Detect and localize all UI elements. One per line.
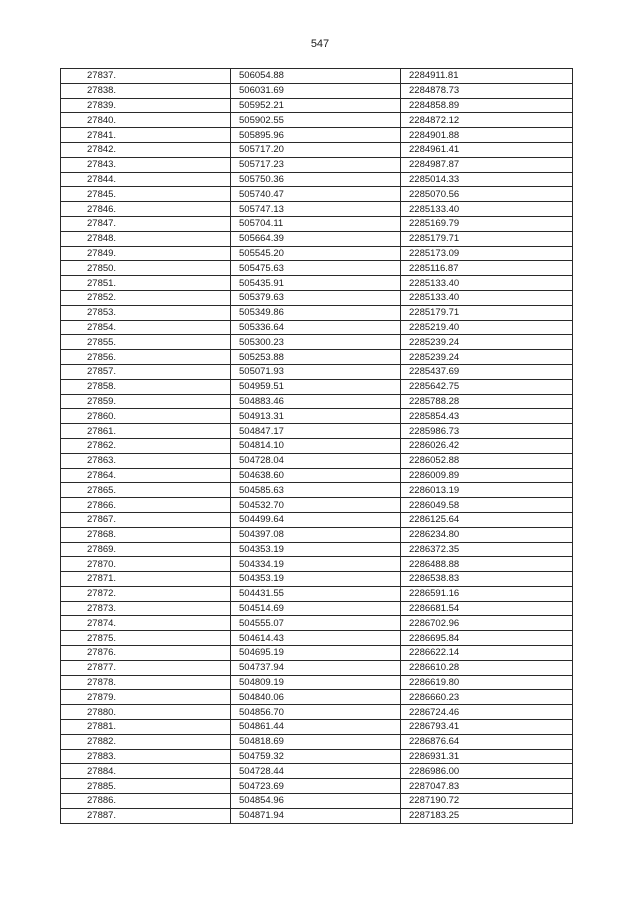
y-coordinate-cell: 2286619.80 — [401, 675, 573, 690]
x-coordinate-cell: 504499.64 — [231, 512, 401, 527]
x-coordinate-cell: 504723.69 — [231, 779, 401, 794]
y-coordinate-cell: 2286013.19 — [401, 483, 573, 498]
point-number-cell: 27850. — [61, 261, 231, 276]
x-coordinate-cell: 504585.63 — [231, 483, 401, 498]
x-coordinate-cell: 506031.69 — [231, 83, 401, 98]
table-row — [61, 83, 573, 98]
table-row — [61, 261, 573, 276]
x-coordinate-cell: 505895.96 — [231, 128, 401, 143]
table-row — [61, 512, 573, 527]
x-coordinate-cell: 504353.19 — [231, 572, 401, 587]
table-row — [61, 453, 573, 468]
point-number-cell: 27839. — [61, 98, 231, 113]
point-number-cell: 27882. — [61, 734, 231, 749]
x-coordinate-cell: 504759.32 — [231, 749, 401, 764]
point-number-cell: 27862. — [61, 438, 231, 453]
x-coordinate-cell: 505071.93 — [231, 364, 401, 379]
y-coordinate-cell: 2286372.35 — [401, 542, 573, 557]
y-coordinate-cell: 2285133.40 — [401, 276, 573, 291]
x-coordinate-cell: 504532.70 — [231, 498, 401, 513]
x-coordinate-cell: 505253.88 — [231, 350, 401, 365]
x-coordinate-cell: 505379.63 — [231, 290, 401, 305]
table-row — [61, 142, 573, 157]
point-number-cell: 27884. — [61, 764, 231, 779]
x-coordinate-cell: 505664.39 — [231, 231, 401, 246]
point-number-cell: 27861. — [61, 424, 231, 439]
x-coordinate-cell: 505747.13 — [231, 202, 401, 217]
y-coordinate-cell: 2285014.33 — [401, 172, 573, 187]
point-number-cell: 27837. — [61, 69, 231, 84]
x-coordinate-cell: 504814.10 — [231, 438, 401, 453]
y-coordinate-cell: 2286724.46 — [401, 705, 573, 720]
point-number-cell: 27879. — [61, 690, 231, 705]
point-number-cell: 27869. — [61, 542, 231, 557]
y-coordinate-cell: 2286793.41 — [401, 720, 573, 735]
y-coordinate-cell: 2287183.25 — [401, 808, 573, 823]
point-number-cell: 27872. — [61, 586, 231, 601]
x-coordinate-cell: 504614.43 — [231, 631, 401, 646]
coordinates-table — [60, 68, 573, 824]
table-row — [61, 379, 573, 394]
table-row — [61, 542, 573, 557]
table-row — [61, 690, 573, 705]
x-coordinate-cell: 504514.69 — [231, 601, 401, 616]
y-coordinate-cell: 2285116.87 — [401, 261, 573, 276]
point-number-cell: 27841. — [61, 128, 231, 143]
x-coordinate-cell: 505704.11 — [231, 216, 401, 231]
y-coordinate-cell: 2285133.40 — [401, 202, 573, 217]
point-number-cell: 27865. — [61, 483, 231, 498]
y-coordinate-cell: 2285179.71 — [401, 231, 573, 246]
y-coordinate-cell: 2285239.24 — [401, 350, 573, 365]
point-number-cell: 27876. — [61, 646, 231, 661]
point-number-cell: 27848. — [61, 231, 231, 246]
point-number-cell: 27858. — [61, 379, 231, 394]
table-row — [61, 216, 573, 231]
table-row — [61, 586, 573, 601]
y-coordinate-cell: 2284961.41 — [401, 142, 573, 157]
table-row — [61, 98, 573, 113]
point-number-cell: 27871. — [61, 572, 231, 587]
table-row — [61, 276, 573, 291]
point-number-cell: 27878. — [61, 675, 231, 690]
table-row — [61, 557, 573, 572]
point-number-cell: 27843. — [61, 157, 231, 172]
y-coordinate-cell: 2284987.87 — [401, 157, 573, 172]
table-row — [61, 394, 573, 409]
x-coordinate-cell: 504638.60 — [231, 468, 401, 483]
point-number-cell: 27840. — [61, 113, 231, 128]
y-coordinate-cell: 2286986.00 — [401, 764, 573, 779]
x-coordinate-cell: 505717.20 — [231, 142, 401, 157]
point-number-cell: 27863. — [61, 453, 231, 468]
table-row — [61, 246, 573, 261]
y-coordinate-cell: 2286125.64 — [401, 512, 573, 527]
point-number-cell: 27875. — [61, 631, 231, 646]
x-coordinate-cell: 504728.44 — [231, 764, 401, 779]
table-row — [61, 409, 573, 424]
table-row — [61, 113, 573, 128]
point-number-cell: 27860. — [61, 409, 231, 424]
y-coordinate-cell: 2286234.80 — [401, 527, 573, 542]
x-coordinate-cell: 504695.19 — [231, 646, 401, 661]
table-row — [61, 350, 573, 365]
y-coordinate-cell: 2284878.73 — [401, 83, 573, 98]
table-row — [61, 720, 573, 735]
y-coordinate-cell: 2286695.84 — [401, 631, 573, 646]
point-number-cell: 27868. — [61, 527, 231, 542]
x-coordinate-cell: 504737.94 — [231, 660, 401, 675]
y-coordinate-cell: 2286049.58 — [401, 498, 573, 513]
table-row — [61, 424, 573, 439]
y-coordinate-cell: 2286702.96 — [401, 616, 573, 631]
x-coordinate-cell: 505952.21 — [231, 98, 401, 113]
y-coordinate-cell: 2285179.71 — [401, 305, 573, 320]
table-row — [61, 172, 573, 187]
x-coordinate-cell: 504854.96 — [231, 794, 401, 809]
table-row — [61, 69, 573, 84]
x-coordinate-cell: 505475.63 — [231, 261, 401, 276]
table-row — [61, 660, 573, 675]
table-row — [61, 231, 573, 246]
table-row — [61, 202, 573, 217]
y-coordinate-cell: 2286052.88 — [401, 453, 573, 468]
y-coordinate-cell: 2287047.83 — [401, 779, 573, 794]
x-coordinate-cell: 504818.69 — [231, 734, 401, 749]
table-row — [61, 128, 573, 143]
x-coordinate-cell: 504555.07 — [231, 616, 401, 631]
x-coordinate-cell: 504959.51 — [231, 379, 401, 394]
x-coordinate-cell: 505349.86 — [231, 305, 401, 320]
x-coordinate-cell: 504397.08 — [231, 527, 401, 542]
y-coordinate-cell: 2286876.64 — [401, 734, 573, 749]
table-row — [61, 187, 573, 202]
x-coordinate-cell: 504856.70 — [231, 705, 401, 720]
coordinates-table-body — [61, 69, 573, 824]
table-row — [61, 646, 573, 661]
table-row — [61, 616, 573, 631]
point-number-cell: 27859. — [61, 394, 231, 409]
point-number-cell: 27870. — [61, 557, 231, 572]
y-coordinate-cell: 2285169.79 — [401, 216, 573, 231]
y-coordinate-cell: 2285854.43 — [401, 409, 573, 424]
point-number-cell: 27838. — [61, 83, 231, 98]
x-coordinate-cell: 505300.23 — [231, 335, 401, 350]
point-number-cell: 27854. — [61, 320, 231, 335]
y-coordinate-cell: 2284901.88 — [401, 128, 573, 143]
x-coordinate-cell: 504913.31 — [231, 409, 401, 424]
table-row — [61, 572, 573, 587]
point-number-cell: 27877. — [61, 660, 231, 675]
x-coordinate-cell: 505435.91 — [231, 276, 401, 291]
x-coordinate-cell: 505336.64 — [231, 320, 401, 335]
y-coordinate-cell: 2285133.40 — [401, 290, 573, 305]
y-coordinate-cell: 2285239.24 — [401, 335, 573, 350]
point-number-cell: 27880. — [61, 705, 231, 720]
table-row — [61, 601, 573, 616]
x-coordinate-cell: 504883.46 — [231, 394, 401, 409]
x-coordinate-cell: 504840.06 — [231, 690, 401, 705]
point-number-cell: 27855. — [61, 335, 231, 350]
y-coordinate-cell: 2285173.09 — [401, 246, 573, 261]
point-number-cell: 27852. — [61, 290, 231, 305]
table-row — [61, 734, 573, 749]
point-number-cell: 27874. — [61, 616, 231, 631]
y-coordinate-cell: 2284911.81 — [401, 69, 573, 84]
y-coordinate-cell: 2285986.73 — [401, 424, 573, 439]
y-coordinate-cell: 2287190.72 — [401, 794, 573, 809]
table-row — [61, 157, 573, 172]
point-number-cell: 27842. — [61, 142, 231, 157]
point-number-cell: 27856. — [61, 350, 231, 365]
y-coordinate-cell: 2286591.16 — [401, 586, 573, 601]
y-coordinate-cell: 2285070.56 — [401, 187, 573, 202]
table-row — [61, 438, 573, 453]
point-number-cell: 27844. — [61, 172, 231, 187]
y-coordinate-cell: 2286026.42 — [401, 438, 573, 453]
table-row — [61, 483, 573, 498]
table-row — [61, 749, 573, 764]
table-row — [61, 527, 573, 542]
page-number: 547 — [310, 38, 330, 50]
point-number-cell: 27873. — [61, 601, 231, 616]
table-row — [61, 764, 573, 779]
y-coordinate-cell: 2286622.14 — [401, 646, 573, 661]
table-row — [61, 320, 573, 335]
point-number-cell: 27886. — [61, 794, 231, 809]
y-coordinate-cell: 2284858.89 — [401, 98, 573, 113]
point-number-cell: 27857. — [61, 364, 231, 379]
point-number-cell: 27866. — [61, 498, 231, 513]
x-coordinate-cell: 505902.55 — [231, 113, 401, 128]
table-row — [61, 675, 573, 690]
x-coordinate-cell: 504334.19 — [231, 557, 401, 572]
table-row — [61, 498, 573, 513]
point-number-cell: 27846. — [61, 202, 231, 217]
point-number-cell: 27883. — [61, 749, 231, 764]
table-row — [61, 290, 573, 305]
point-number-cell: 27881. — [61, 720, 231, 735]
point-number-cell: 27867. — [61, 512, 231, 527]
table-row — [61, 808, 573, 823]
x-coordinate-cell: 505750.36 — [231, 172, 401, 187]
table-row — [61, 779, 573, 794]
point-number-cell: 27853. — [61, 305, 231, 320]
y-coordinate-cell: 2284872.12 — [401, 113, 573, 128]
y-coordinate-cell: 2286610.28 — [401, 660, 573, 675]
y-coordinate-cell: 2285788.28 — [401, 394, 573, 409]
x-coordinate-cell: 505717.23 — [231, 157, 401, 172]
table-row — [61, 364, 573, 379]
table-row — [61, 631, 573, 646]
y-coordinate-cell: 2286009.89 — [401, 468, 573, 483]
y-coordinate-cell: 2286488.88 — [401, 557, 573, 572]
x-coordinate-cell: 504431.55 — [231, 586, 401, 601]
y-coordinate-cell: 2286681.54 — [401, 601, 573, 616]
y-coordinate-cell: 2285437.69 — [401, 364, 573, 379]
x-coordinate-cell: 504353.19 — [231, 542, 401, 557]
x-coordinate-cell: 505740.47 — [231, 187, 401, 202]
point-number-cell: 27885. — [61, 779, 231, 794]
y-coordinate-cell: 2286538.83 — [401, 572, 573, 587]
point-number-cell: 27845. — [61, 187, 231, 202]
x-coordinate-cell: 504861.44 — [231, 720, 401, 735]
table-row — [61, 305, 573, 320]
table-row — [61, 794, 573, 809]
table-row — [61, 705, 573, 720]
x-coordinate-cell: 506054.88 — [231, 69, 401, 84]
x-coordinate-cell: 504809.19 — [231, 675, 401, 690]
point-number-cell: 27887. — [61, 808, 231, 823]
x-coordinate-cell: 504847.17 — [231, 424, 401, 439]
x-coordinate-cell: 504728.04 — [231, 453, 401, 468]
point-number-cell: 27864. — [61, 468, 231, 483]
table-row — [61, 335, 573, 350]
x-coordinate-cell: 504871.94 — [231, 808, 401, 823]
point-number-cell: 27851. — [61, 276, 231, 291]
point-number-cell: 27849. — [61, 246, 231, 261]
y-coordinate-cell: 2285642.75 — [401, 379, 573, 394]
y-coordinate-cell: 2285219.40 — [401, 320, 573, 335]
y-coordinate-cell: 2286931.31 — [401, 749, 573, 764]
x-coordinate-cell: 505545.20 — [231, 246, 401, 261]
table-row — [61, 468, 573, 483]
point-number-cell: 27847. — [61, 216, 231, 231]
y-coordinate-cell: 2286660.23 — [401, 690, 573, 705]
